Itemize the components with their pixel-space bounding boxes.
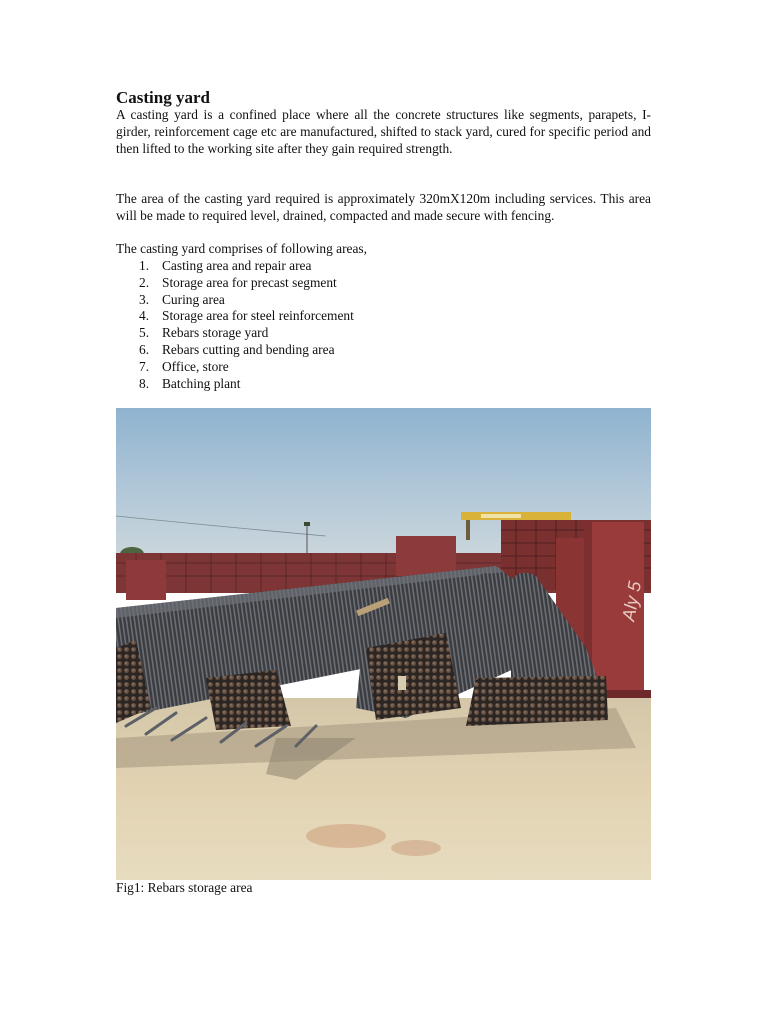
list-item (116, 308, 354, 325)
areas-list (116, 258, 354, 392)
graffiti-text: Aly 5 (618, 579, 646, 623)
rebar-ends (206, 670, 291, 730)
list-item-label: Casting area and repair area (162, 258, 312, 273)
soil-patch (306, 824, 386, 848)
list-number: 3. (139, 291, 150, 307)
list-item (116, 292, 354, 309)
tag (398, 676, 406, 690)
list-item (116, 275, 354, 292)
intro-paragraph: A casting yard is a confined place where all the concrete structures like segments, parapets, I-girder, reinforcement cage etc are manufactured, shifted to stack yard, cured for specific period and then lifted to the working site after they gain required strength. (116, 107, 651, 156)
list-number: 6. (139, 341, 150, 357)
list-item (116, 359, 354, 376)
list-intro: The casting yard comprises of following areas, (116, 241, 367, 256)
list-item (116, 325, 354, 342)
list-item-label: Rebars storage yard (162, 325, 269, 341)
rebar-ends (366, 633, 461, 720)
list-item-label: Storage area for precast segment (162, 274, 337, 290)
list-item-label: Batching plant (162, 375, 241, 391)
soil-patch (391, 840, 441, 856)
steel-block (126, 560, 166, 600)
rebar-ends (466, 676, 608, 726)
list-number: 2. (139, 274, 150, 290)
figure-caption: Fig1: Rebars storage area (116, 880, 253, 895)
list-item (116, 376, 354, 393)
flag (304, 522, 310, 526)
list-item (116, 342, 354, 359)
page-title: Casting yard (116, 88, 210, 107)
list-number: 7. (139, 358, 150, 374)
list-item-label: Rebars cutting and bending area (162, 341, 335, 357)
list-item (116, 258, 354, 275)
list-item-label: Office, store (162, 358, 229, 374)
list-item-label: Curing area (162, 291, 225, 307)
rebars-photo (116, 408, 651, 880)
list-number: 1. (139, 258, 150, 273)
list-item-label: Storage area for steel reinforcement (162, 308, 354, 324)
steel-cage (396, 536, 456, 576)
list-number: 4. (139, 308, 150, 324)
area-paragraph: The area of the casting yard required is approximately 320mX120m including services. This area will be made to required level, drained, compacted and made secure with fencing. (116, 191, 651, 223)
list-number: 5. (139, 325, 150, 341)
list-number: 8. (139, 375, 150, 391)
